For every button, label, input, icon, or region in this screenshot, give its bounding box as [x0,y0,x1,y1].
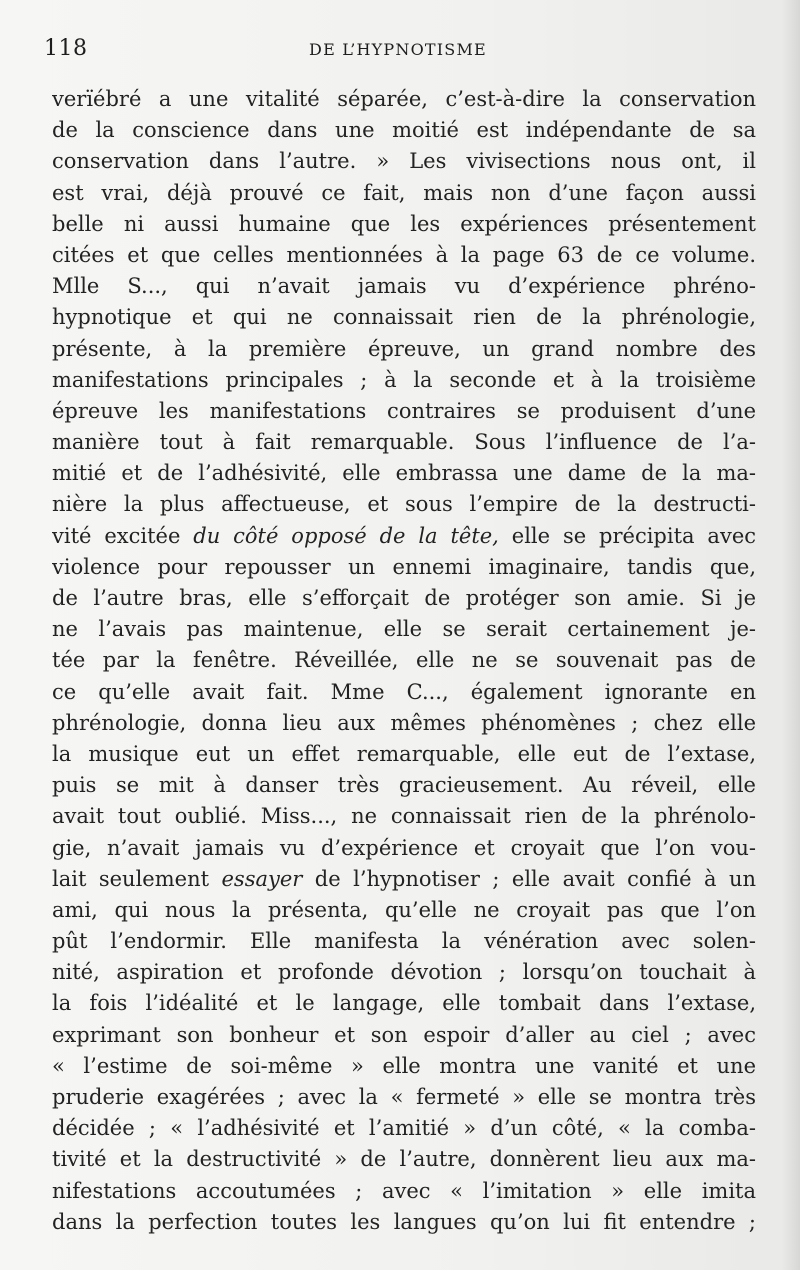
text-line: violence pour repousser un ennemi imaginaire, tandis que, [52,554,756,579]
text-line: tivité et la destructivité » de l’autre, donnèrent lieu aux ma- [52,1147,756,1172]
body-text [52,84,756,1238]
running-title: DE L’HYPNOTISME [309,40,487,59]
page-header [40,36,756,68]
text-line: mitié et de l’adhésivité, elle embrassa une dame de la ma- [52,461,756,486]
text-line: pruderie exagérées ; avec la « fermeté » elle se montra très [52,1085,756,1109]
text-line: avait tout oublié. Miss..., ne connaissait rien de la phrénolo- [52,804,756,829]
text-line: manière tout à fait remarquable. Sous l’influence de l’a- [52,430,756,455]
page-edge-shadow [782,0,800,1270]
text-line: citées et que celles mentionnées à la page 63 de ce volume. [52,242,756,267]
text-run: vité excitée [52,523,194,548]
text-line: de la conscience dans une moitié est indépendante de sa [52,118,756,143]
italic-text-run: du côté opposé de la tête, [193,523,499,548]
text-line: nité, aspiration et profonde dévotion ; lorsqu’on touchait à [52,960,756,985]
text-line: gie, n’avait jamais vu d’expérience et croyait que l’on vou- [52,835,756,860]
text-run: lait seulement [52,866,222,891]
text-line: présente, à la première épreuve, un grand nombre des [52,336,756,361]
text-line: la musique eut un effet remarquable, elle eut de l’extase, [52,741,756,766]
text-line: conservation dans l’autre. » Les vivisections nous ont, il [52,149,756,174]
text-line [52,864,756,895]
text-line: épreuve les manifestations contraires se produisent d’une [52,398,756,423]
text-run: elle se précipita avec [498,523,756,548]
text-line: décidée ; « l’adhésivité et l’amitié » d’un côté, « la comba- [52,1116,756,1141]
text-line: est vrai, déjà prouvé ce fait, mais non d’une façon aussi [52,180,756,205]
text-line: ce qu’elle avait fait. Mme C..., également ignorante en [52,679,756,704]
page-number: 118 [44,36,88,61]
text-line: verïébré a une vitalité séparée, c’est-à-dire la conservation [52,87,756,111]
text-line: puis se mit à danser très gracieusement. Au réveil, elle [52,773,756,798]
italic-text-run: essayer [221,866,303,891]
text-line: dans la perfection toutes les langues qu’on lui fit entendre ; [52,1209,756,1234]
text-line: hypnotique et qui ne connaissait rien de la phrénologie, [52,305,756,330]
text-line: exprimant son bonheur et son espoir d’aller au ciel ; avec [52,1022,756,1047]
text-line: manifestations principales ; à la seconde et à la troisième [52,367,756,392]
text-line: phrénologie, donna lieu aux mêmes phénomènes ; chez elle [52,710,756,735]
text-line: ne l’avais pas maintenue, elle se serait certainement je- [52,617,756,642]
text-line: la fois l’idéalité et le langage, elle tombait dans l’extase, [52,991,756,1016]
text-line: nifestations accoutumées ; avec « l’imitation » elle imita [52,1178,756,1203]
text-line [52,521,756,552]
text-line: pût l’endormir. Elle manifesta la vénération avec solen- [52,929,756,954]
text-run: de l’hypnotiser ; elle avait confié à un [302,866,756,891]
text-line: de l’autre bras, elle s’efforçait de protéger son amie. Si je [52,586,756,610]
text-line: nière la plus affectueuse, et sous l’empire de la destructi- [52,492,756,517]
text-line: belle ni aussi humaine que les expériences présentement [52,211,756,236]
text-line: « l’estime de soi-même » elle montra une vanité et une [52,1053,756,1078]
text-line: ami, qui nous la présenta, qu’elle ne croyait pas que l’on [52,897,756,922]
text-line: Mlle S..., qui n’avait jamais vu d’expérience phréno- [52,274,756,299]
text-line: tée par la fenêtre. Réveillée, elle ne se souvenait pas de [52,648,756,673]
